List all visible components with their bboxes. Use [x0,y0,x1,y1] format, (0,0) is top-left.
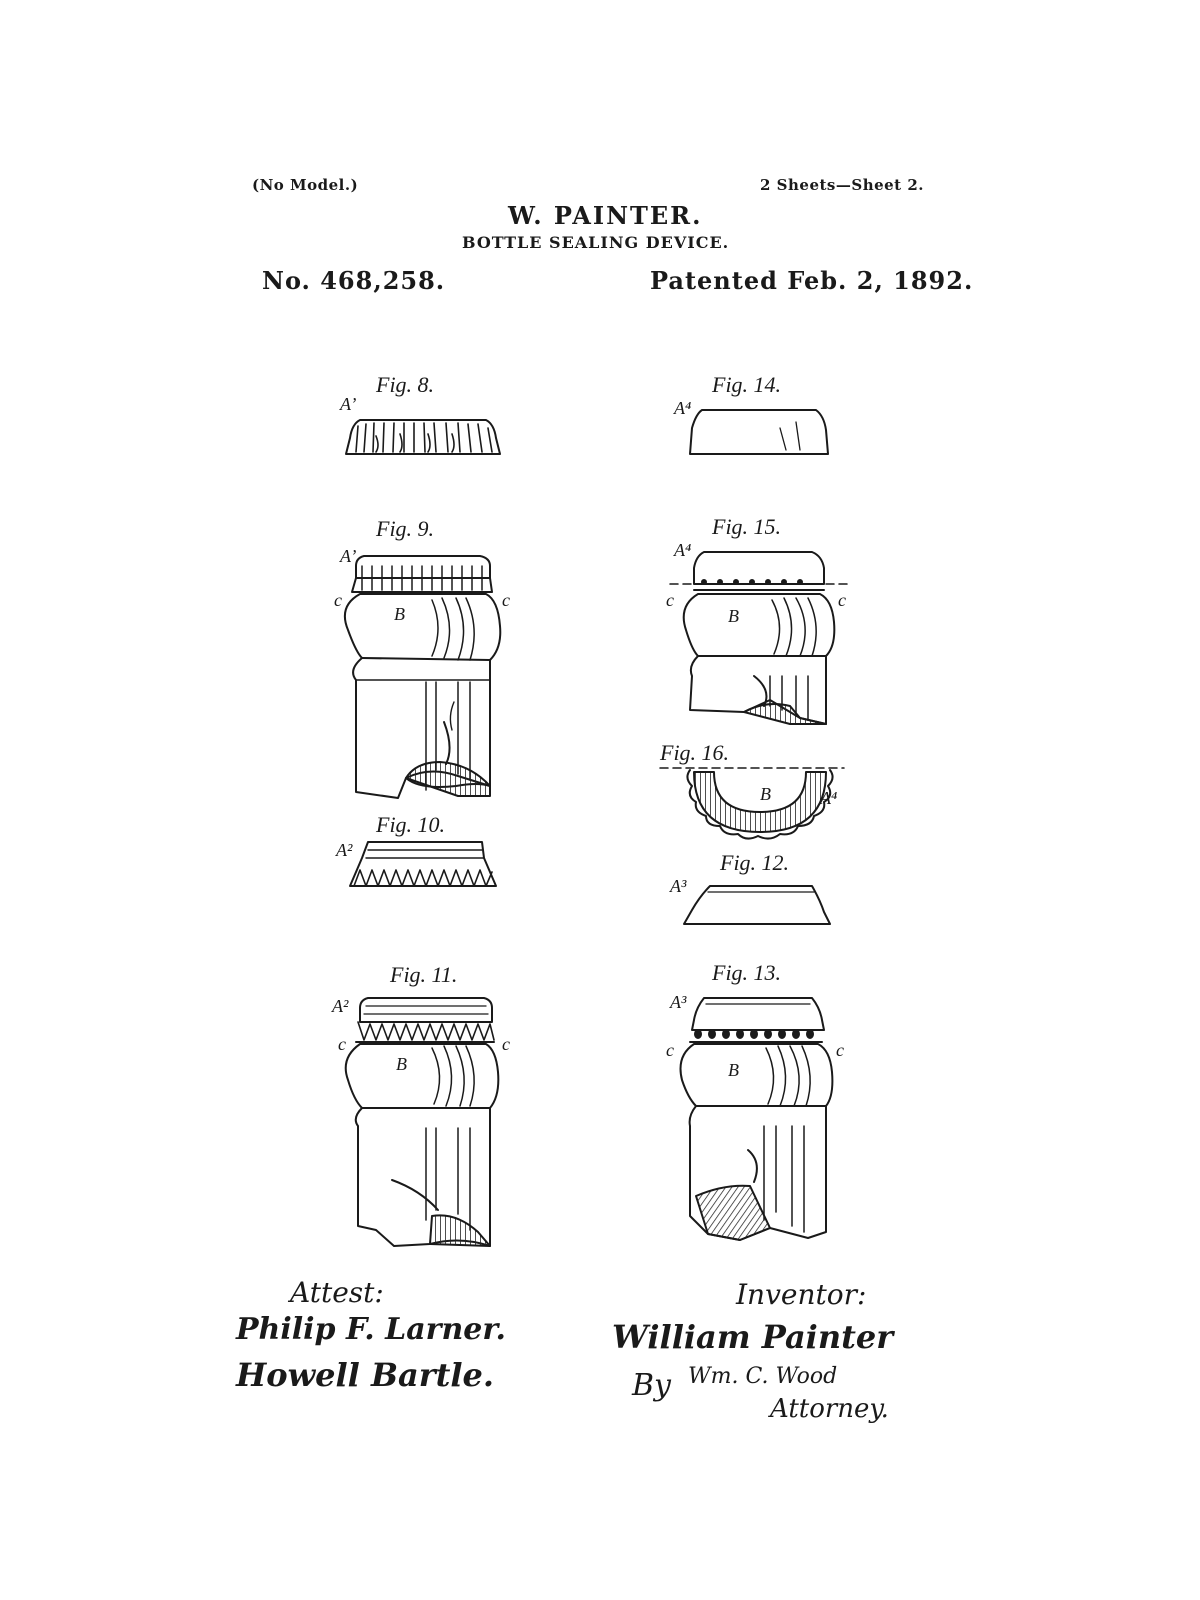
fig11-ref-b: B [396,1054,407,1074]
inventor-signature: William Painter [612,1318,894,1356]
fig15-bottle-drawing [670,552,848,724]
fig14-ref-a4: A⁴ [674,398,692,418]
fig11-ref-a2: A² [332,996,349,1016]
fig15-ref-a4: A⁴ [674,540,692,560]
fig8-ref-a1: A’ [340,394,357,414]
fig15-ref-c-right: c [838,590,846,610]
no-model-note: (No Model.) [252,176,359,194]
fig13-ref-c-right: c [836,1040,844,1060]
attest-label: Attest: [290,1276,384,1309]
fig11-ref-c-right: c [502,1034,510,1054]
fig9-bottle-drawing [345,556,500,798]
fig12-label: Fig. 12. [720,850,790,875]
fig9-ref-b: B [394,604,405,624]
fig10-label: Fig. 10. [376,812,446,837]
by-label: By [632,1368,671,1403]
witness-2-signature: Howell Bartle. [236,1356,495,1394]
fig13-ref-c-left: c [666,1040,674,1060]
fig16-ref-b: B [760,784,771,804]
fig15-ref-b: B [728,606,739,626]
fig11-ref-c-left: c [338,1034,346,1054]
fig10-ref-a2: A² [336,840,353,860]
fig9-ref-c-left: c [334,590,342,610]
fig16-ref-a4: A⁴ [820,788,838,808]
fig9-ref-c-right: c [502,590,510,610]
fig13-label: Fig. 13. [712,960,782,985]
fig16-label: Fig. 16. [660,740,730,765]
fig16-cross-section-drawing [660,768,844,839]
invention-title: BOTTLE SEALING DEVICE. [462,233,730,252]
fig11-label: Fig. 11. [390,962,458,987]
fig9-ref-a1: A’ [340,546,357,566]
fig15-ref-c-left: c [666,590,674,610]
fig8-crown-cap-drawing [346,420,500,454]
inventor-name: W. PAINTER. [508,201,703,230]
fig13-ref-a3: A³ [670,992,687,1012]
fig12-cap-drawing [684,886,830,924]
fig14-plain-cap-drawing [690,410,828,454]
attorney-signature: Wm. C. Wood [688,1364,838,1389]
patent-number: No. 468,258. [262,266,446,295]
fig9-label: Fig. 9. [376,516,435,541]
fig11-bottle-drawing [346,998,499,1246]
fig10-fluted-cap-drawing [350,842,496,886]
fig13-ref-b: B [728,1060,739,1080]
fig14-label: Fig. 14. [712,372,782,397]
witness-1-signature: Philip F. Larner. [236,1312,506,1347]
fig8-label: Fig. 8. [376,372,435,397]
fig12-ref-a3: A³ [670,876,687,896]
fig15-label: Fig. 15. [712,514,782,539]
inventor-label: Inventor: [736,1278,867,1311]
attorney-label: Attorney. [770,1394,889,1424]
patent-date: Patented Feb. 2, 1892. [650,266,974,295]
sheet-count: 2 Sheets—Sheet 2. [760,176,924,194]
fig13-bottle-drawing [681,998,833,1240]
